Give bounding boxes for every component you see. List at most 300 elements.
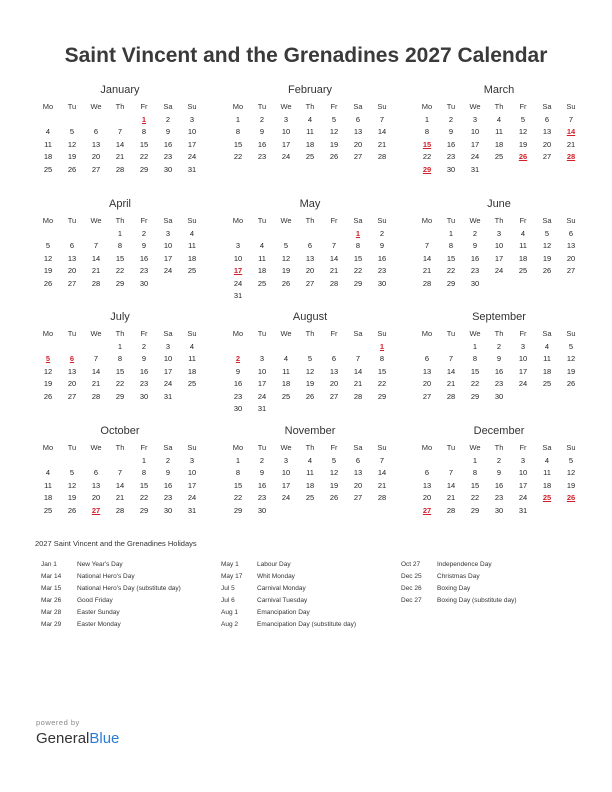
day-cell: 22: [377, 379, 387, 388]
day-cell: 17: [518, 366, 528, 376]
day-cell: 3: [235, 241, 241, 250]
day-cell: 9: [496, 354, 502, 363]
weekday-header: [415, 215, 583, 228]
day-cell: 27: [67, 278, 77, 288]
empty-cell: [60, 455, 84, 468]
day-cell: 23: [257, 493, 267, 502]
day-cell: 20: [67, 266, 77, 275]
day-cell: 18: [281, 379, 291, 388]
week-row: [226, 240, 394, 253]
empty-cell: [250, 228, 274, 241]
day-cell: 29: [139, 505, 149, 515]
day-cell: 9: [448, 127, 454, 136]
weekday-label: Th: [494, 443, 504, 452]
day-cell: 30: [494, 391, 504, 401]
day-cell: 24: [163, 379, 173, 388]
week-row: [226, 139, 394, 152]
holiday-day-cell: 1: [379, 341, 385, 351]
month-september: [415, 310, 583, 403]
week-row: [226, 353, 394, 366]
empty-cell: [108, 455, 132, 468]
day-cell: 12: [305, 366, 315, 376]
day-cell: 26: [329, 493, 339, 502]
weekday-label: Mo: [42, 216, 54, 225]
day-cell: 22: [115, 266, 125, 275]
weekday-label: Th: [115, 216, 125, 225]
weekday-label: Tu: [67, 329, 77, 338]
week-row: [415, 126, 583, 139]
day-cell: 22: [470, 379, 480, 388]
holiday-name: Easter Monday: [77, 621, 121, 628]
day-cell: 6: [307, 241, 313, 250]
day-cell: 27: [422, 391, 432, 401]
day-cell: 11: [543, 468, 551, 477]
empty-cell: [346, 403, 370, 416]
day-cell: 10: [494, 241, 504, 250]
day-cell: 22: [233, 493, 243, 502]
holiday-day-cell: 29: [422, 164, 432, 174]
day-cell: 7: [424, 241, 430, 250]
day-cell: 5: [544, 228, 550, 238]
weekday-label: Th: [115, 102, 125, 111]
week-row: [415, 253, 583, 266]
day-cell: 19: [329, 480, 339, 490]
empty-cell: [322, 505, 346, 518]
day-cell: 29: [139, 164, 149, 174]
day-cell: 15: [377, 366, 387, 376]
holiday-day-cell: 15: [422, 139, 432, 149]
day-cell: 7: [117, 468, 123, 477]
day-cell: 12: [329, 127, 339, 136]
day-cell: 18: [305, 480, 315, 490]
day-cell: 1: [117, 341, 123, 351]
holiday-name: Emancipation Day (substitute day): [257, 621, 356, 628]
holiday-day-cell: 28: [566, 152, 576, 161]
day-cell: 12: [43, 366, 53, 376]
day-cell: 23: [233, 391, 243, 401]
day-cell: 4: [283, 354, 289, 363]
week-row: [226, 403, 394, 416]
day-cell: 5: [520, 114, 526, 124]
weekday-label: Su: [187, 102, 197, 111]
day-cell: 13: [566, 241, 576, 250]
day-cell: 26: [566, 379, 576, 388]
week-row: [415, 366, 583, 379]
day-cell: 31: [518, 505, 528, 515]
empty-cell: [559, 391, 583, 404]
week-row: [226, 467, 394, 480]
day-cell: 15: [446, 253, 456, 263]
day-cell: 8: [379, 354, 385, 363]
day-cell: 30: [233, 404, 243, 413]
holiday-day-cell: 14: [566, 127, 576, 136]
day-cell: 27: [67, 391, 77, 401]
day-cell: 30: [494, 505, 504, 515]
week-row: [226, 290, 394, 303]
empty-cell: [180, 391, 204, 404]
day-cell: 3: [283, 114, 289, 124]
day-cell: 10: [281, 468, 291, 477]
day-cell: 25: [305, 493, 315, 502]
day-cell: 11: [44, 139, 52, 149]
empty-cell: [535, 278, 559, 291]
day-cell: 21: [566, 139, 576, 149]
day-cell: 15: [233, 480, 243, 490]
day-cell: 17: [187, 480, 197, 490]
weekday-label: Tu: [67, 216, 77, 225]
holiday-column: [221, 559, 356, 631]
day-cell: 12: [281, 253, 291, 263]
day-cell: 25: [43, 505, 53, 515]
month-december: [415, 424, 583, 517]
holiday-day-cell: 26: [566, 493, 576, 502]
day-cell: 5: [331, 455, 337, 465]
day-cell: 18: [187, 253, 197, 263]
day-cell: 21: [422, 266, 432, 275]
holiday-name: National Hero's Day: [77, 573, 135, 580]
day-cell: 14: [115, 139, 125, 149]
day-cell: 18: [305, 139, 315, 149]
weekday-label: We: [280, 329, 292, 338]
empty-cell: [298, 403, 322, 416]
day-cell: 28: [91, 278, 101, 288]
day-cell: 30: [139, 278, 149, 288]
weekday-label: Fr: [330, 443, 338, 452]
day-cell: 23: [446, 152, 456, 161]
holiday-column: [41, 559, 181, 631]
month-april: [36, 197, 204, 290]
month-name: March: [483, 84, 515, 96]
day-cell: 21: [377, 139, 387, 149]
empty-cell: [274, 290, 298, 303]
day-cell: 31: [257, 404, 267, 413]
month-october: [36, 424, 204, 517]
day-cell: 14: [115, 480, 125, 490]
day-cell: 13: [353, 127, 363, 136]
weekday-label: We: [469, 443, 481, 452]
day-cell: 2: [472, 228, 478, 238]
day-cell: 17: [518, 480, 528, 490]
weekday-label: Fr: [519, 216, 527, 225]
day-cell: 7: [331, 241, 337, 250]
day-cell: 5: [283, 241, 289, 250]
day-cell: 25: [494, 152, 504, 161]
weekday-header: [36, 442, 204, 455]
empty-cell: [60, 341, 84, 354]
day-cell: 30: [163, 505, 173, 515]
day-cell: 20: [67, 379, 77, 388]
day-cell: 28: [446, 505, 456, 515]
weekday-label: Su: [566, 216, 576, 225]
day-cell: 10: [187, 468, 197, 477]
day-cell: 7: [448, 468, 454, 477]
empty-cell: [36, 114, 60, 127]
day-cell: 6: [355, 114, 361, 124]
week-row: [226, 391, 394, 404]
holiday-name: Labour Day: [257, 561, 291, 568]
day-cell: 17: [281, 480, 291, 490]
empty-cell: [535, 164, 559, 177]
month-july: [36, 310, 204, 403]
day-cell: 8: [472, 468, 478, 477]
day-cell: 22: [139, 493, 149, 502]
day-cell: 4: [544, 455, 550, 465]
weekday-label: Sa: [542, 329, 552, 338]
day-cell: 9: [141, 354, 147, 363]
weekday-label: Tu: [257, 329, 267, 338]
day-cell: 18: [43, 152, 53, 161]
day-cell: 29: [470, 391, 480, 401]
day-cell: 20: [566, 253, 576, 263]
holiday-day-cell: 27: [422, 505, 432, 515]
day-cell: 8: [117, 354, 123, 363]
day-cell: 10: [518, 468, 528, 477]
day-cell: 8: [235, 468, 241, 477]
month-name: February: [287, 84, 333, 96]
day-cell: 9: [259, 127, 265, 136]
day-cell: 7: [379, 114, 385, 124]
day-cell: 11: [306, 468, 314, 477]
week-row: [226, 278, 394, 291]
day-cell: 6: [331, 354, 337, 363]
week-row: [36, 126, 204, 139]
weekday-label: Th: [305, 216, 315, 225]
day-cell: 4: [45, 468, 51, 477]
day-cell: 2: [259, 114, 265, 124]
week-row: [226, 151, 394, 164]
day-cell: 13: [67, 253, 77, 263]
weekday-label: Th: [494, 216, 504, 225]
weekday-label: Su: [377, 329, 387, 338]
day-cell: 26: [329, 152, 339, 161]
weekday-label: Tu: [446, 443, 456, 452]
day-cell: 16: [470, 253, 480, 263]
day-cell: 30: [257, 505, 267, 515]
day-cell: 20: [422, 493, 432, 502]
day-cell: 15: [233, 139, 243, 149]
weekday-label: Su: [187, 443, 197, 452]
weekday-label: Mo: [421, 216, 433, 225]
weekday-label: Fr: [519, 329, 527, 338]
empty-cell: [84, 228, 108, 241]
day-cell: 9: [165, 127, 171, 136]
holiday-item: [221, 559, 356, 571]
week-row: [36, 151, 204, 164]
day-cell: 23: [494, 493, 504, 502]
empty-cell: [156, 278, 180, 291]
empty-cell: [487, 164, 511, 177]
day-cell: 21: [446, 379, 456, 388]
weekday-label: Tu: [446, 329, 456, 338]
brand-part1: General: [36, 730, 90, 747]
week-row: [415, 455, 583, 468]
week-row: [36, 253, 204, 266]
holiday-date: Mar 26: [41, 597, 62, 604]
day-cell: 16: [377, 253, 387, 263]
day-cell: 19: [329, 139, 339, 149]
week-row: [226, 126, 394, 139]
weekday-label: Su: [566, 102, 576, 111]
month-february: [226, 83, 394, 164]
day-cell: 3: [189, 114, 195, 124]
weekday-label: Mo: [42, 443, 54, 452]
day-cell: 24: [518, 493, 528, 502]
day-cell: 2: [496, 455, 502, 465]
holiday-item: [221, 607, 356, 619]
week-row: [415, 492, 583, 505]
weekday-label: Su: [566, 443, 576, 452]
day-cell: 19: [518, 139, 528, 149]
week-row: [36, 139, 204, 152]
holiday-column: [401, 559, 516, 607]
empty-cell: [298, 505, 322, 518]
day-cell: 10: [233, 253, 243, 263]
day-cell: 13: [91, 139, 101, 149]
day-cell: 24: [233, 278, 243, 288]
week-row: [36, 278, 204, 291]
day-cell: 13: [91, 480, 101, 490]
holiday-item: [41, 571, 181, 583]
day-cell: 21: [353, 379, 363, 388]
holiday-name: Independence Day: [437, 561, 492, 568]
day-cell: 11: [306, 127, 314, 136]
day-cell: 17: [163, 253, 173, 263]
week-row: [36, 114, 204, 127]
day-cell: 18: [257, 266, 267, 275]
weekday-label: Mo: [42, 102, 54, 111]
day-cell: 16: [139, 366, 149, 376]
day-cell: 19: [281, 266, 291, 275]
day-cell: 29: [377, 391, 387, 401]
weekday-label: Sa: [542, 443, 552, 452]
weekday-label: We: [280, 443, 292, 452]
day-cell: 12: [542, 241, 552, 250]
day-cell: 2: [141, 228, 147, 238]
week-row: [226, 114, 394, 127]
day-cell: 14: [377, 468, 387, 477]
day-cell: 24: [470, 152, 480, 161]
weekday-label: Tu: [446, 102, 456, 111]
day-cell: 4: [45, 127, 51, 136]
day-cell: 19: [43, 379, 53, 388]
day-cell: 2: [165, 455, 171, 465]
day-cell: 1: [235, 455, 241, 465]
weekday-label: Su: [377, 443, 387, 452]
week-row: [36, 366, 204, 379]
holiday-day-cell: 26: [518, 152, 528, 161]
day-cell: 7: [379, 455, 385, 465]
day-cell: 19: [542, 253, 552, 263]
day-cell: 11: [188, 241, 196, 250]
day-cell: 7: [448, 354, 454, 363]
month-name: December: [473, 425, 525, 437]
day-cell: 8: [141, 468, 147, 477]
weekday-label: Th: [494, 329, 504, 338]
day-cell: 21: [115, 493, 125, 502]
day-cell: 10: [518, 354, 528, 363]
holiday-item: [221, 595, 356, 607]
week-row: [36, 164, 204, 177]
day-cell: 23: [139, 379, 149, 388]
weekday-label: We: [469, 329, 481, 338]
empty-cell: [250, 341, 274, 354]
day-cell: 24: [281, 152, 291, 161]
day-cell: 16: [139, 253, 149, 263]
day-cell: 15: [353, 253, 363, 263]
weekday-header: [226, 101, 394, 114]
empty-cell: [322, 290, 346, 303]
day-cell: 25: [518, 266, 528, 275]
day-cell: 20: [91, 493, 101, 502]
weekday-label: Sa: [353, 102, 363, 111]
holiday-item: [401, 571, 516, 583]
weekday-header: [415, 101, 583, 114]
week-row: [36, 265, 204, 278]
empty-cell: [274, 341, 298, 354]
empty-cell: [108, 114, 132, 127]
week-row: [415, 240, 583, 253]
month-november: [226, 424, 394, 517]
weekday-label: Mo: [232, 329, 244, 338]
weekday-label: Th: [305, 329, 315, 338]
weekday-label: Th: [115, 329, 125, 338]
day-cell: 27: [305, 278, 315, 288]
day-cell: 5: [568, 455, 574, 465]
day-cell: 21: [91, 379, 101, 388]
day-cell: 12: [518, 127, 528, 136]
holiday-date: Mar 29: [41, 621, 62, 628]
day-cell: 30: [139, 391, 149, 401]
day-cell: 25: [542, 379, 552, 388]
holiday-name: Christmas Day: [437, 573, 480, 580]
day-cell: 12: [43, 253, 53, 263]
empty-cell: [511, 278, 535, 291]
day-cell: 17: [163, 366, 173, 376]
day-cell: 25: [187, 266, 197, 275]
day-cell: 11: [44, 480, 52, 490]
day-cell: 13: [329, 366, 339, 376]
day-cell: 1: [424, 114, 430, 124]
week-row: [36, 228, 204, 241]
day-cell: 20: [422, 379, 432, 388]
day-cell: 10: [163, 354, 173, 363]
day-cell: 1: [448, 228, 454, 238]
day-cell: 14: [446, 480, 456, 490]
weekday-header: [415, 328, 583, 341]
holiday-date: Jul 6: [221, 597, 235, 604]
empty-cell: [84, 114, 108, 127]
weekday-label: Fr: [519, 102, 527, 111]
week-row: [36, 378, 204, 391]
day-cell: 6: [69, 241, 75, 250]
day-cell: 4: [259, 241, 265, 250]
week-row: [415, 505, 583, 518]
page-title: Saint Vincent and the Grenadines 2027 Calendar: [64, 44, 548, 67]
weekday-label: Mo: [421, 329, 433, 338]
day-cell: 25: [305, 152, 315, 161]
day-cell: 22: [422, 152, 432, 161]
day-cell: 4: [307, 455, 313, 465]
day-cell: 23: [470, 266, 480, 275]
weekday-label: Su: [377, 102, 387, 111]
day-cell: 18: [43, 493, 53, 502]
week-row: [226, 253, 394, 266]
day-cell: 5: [45, 241, 51, 250]
weekday-label: Fr: [330, 216, 338, 225]
month-june: [415, 197, 583, 290]
day-cell: 20: [353, 139, 363, 149]
week-row: [36, 505, 204, 518]
